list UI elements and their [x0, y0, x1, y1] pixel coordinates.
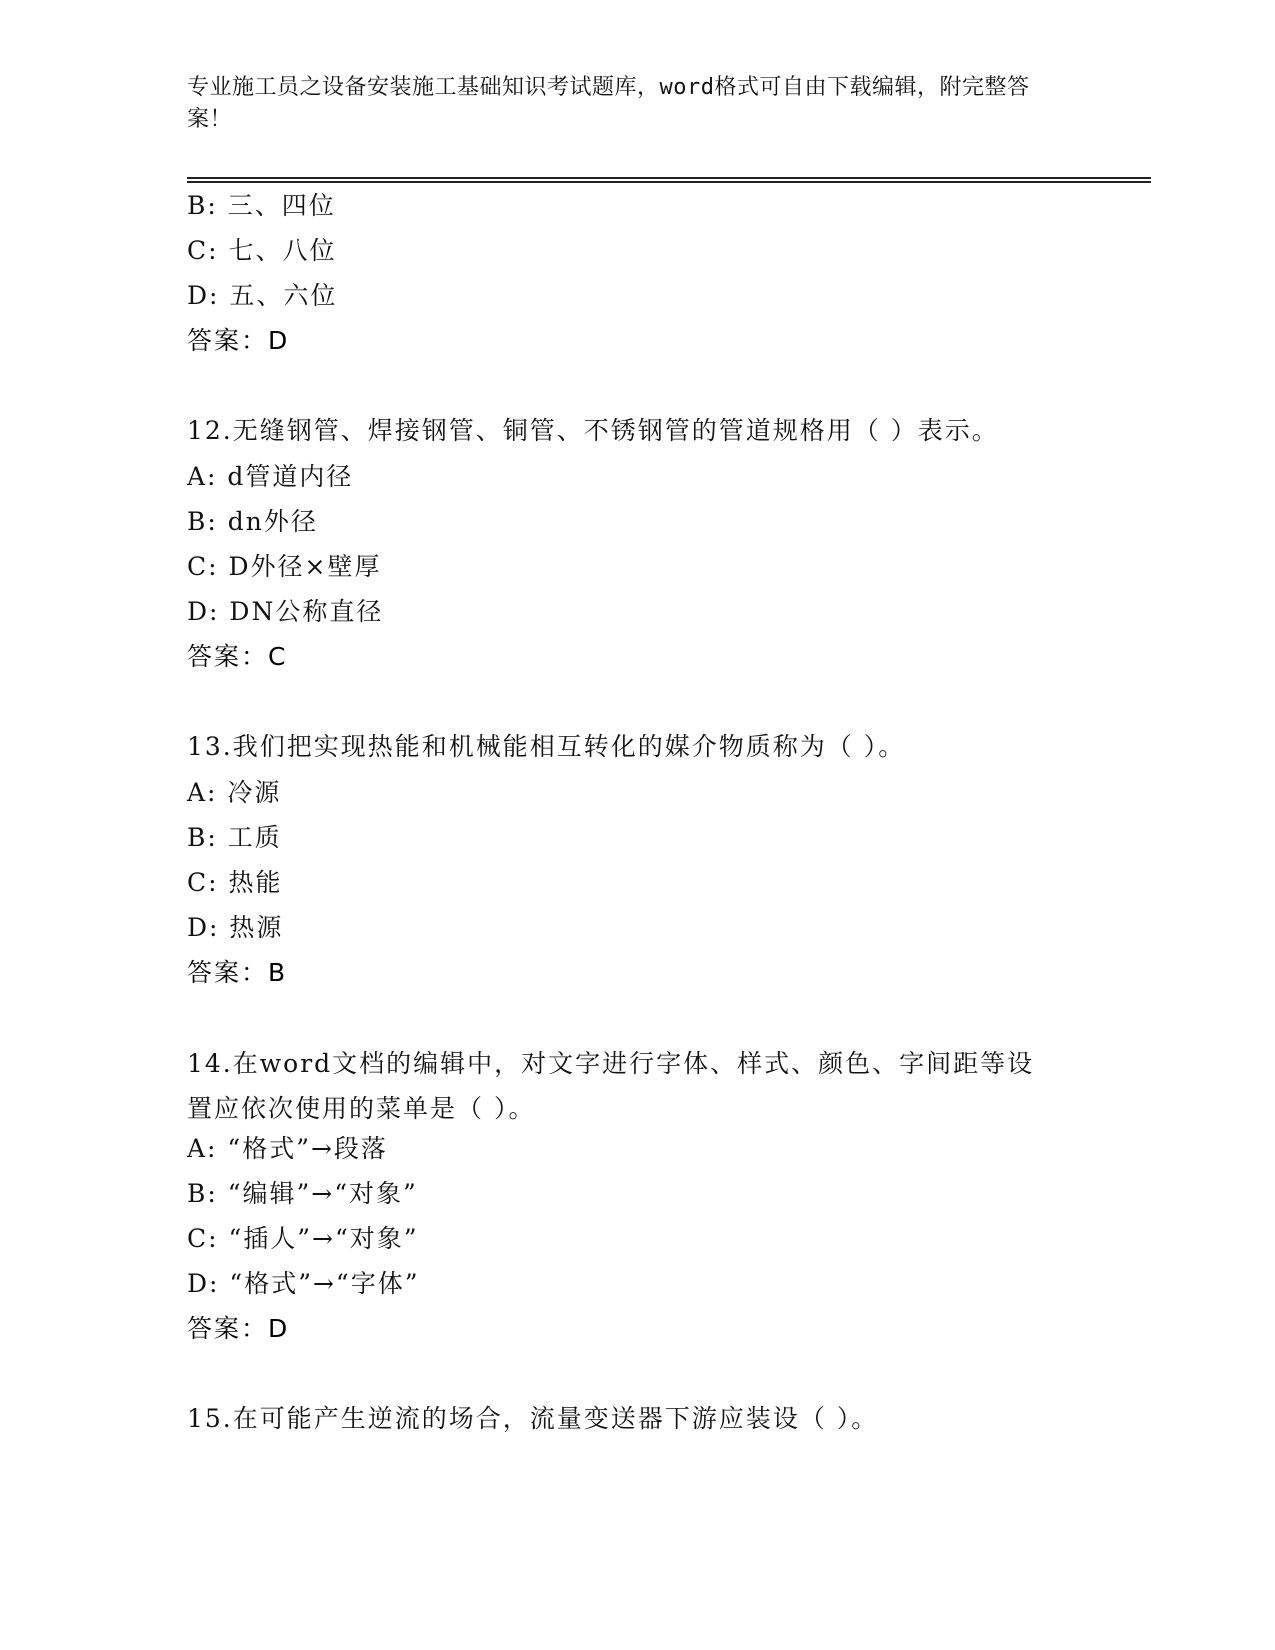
option-d: D: DN公称直径 [187, 597, 384, 626]
option-b: B: dn外径 [187, 507, 318, 536]
answer-line: 答案：D [187, 326, 290, 355]
question-text: 15.在可能产生逆流的场合，流量变送器下游应装设（ ）。 [187, 1404, 879, 1433]
block-gap [187, 371, 1087, 415]
option-c: C: 热能 [187, 868, 283, 897]
block-gap [187, 687, 1087, 731]
question-text: 14.在word文档的编辑中，对文字进行字体、样式、颜色、字间距等设置应依次使用的菜单是（ ）。 [187, 1049, 1035, 1123]
header-double-rule [187, 177, 1151, 183]
answer-line: 答案：D [187, 1314, 290, 1343]
question-block-15 [187, 1403, 1087, 1449]
option-c: C: “插人”→“对象” [187, 1224, 419, 1253]
question-text: 13.我们把实现热能和机械能相互转化的媒介物质称为（ ）。 [187, 732, 906, 761]
document-header: 专业施工员之设备安装施工基础知识考试题库，word格式可自由下载编辑，附完整答案！ [187, 75, 1030, 132]
question-block-14 [187, 1041, 1087, 1359]
option-c: C: D外径×壁厚 [187, 552, 382, 581]
option-a: A: “格式”→段落 [187, 1134, 388, 1163]
answer-line: 答案：B [187, 958, 288, 987]
question-block-11-continued [187, 190, 1087, 371]
option-c: C: 七、八位 [187, 236, 337, 265]
option-d: D: “格式”→“字体” [187, 1269, 420, 1298]
header-rule-line-top [187, 177, 1151, 179]
option-d: D: 五、六位 [187, 281, 338, 310]
option-a: A: d管道内径 [187, 462, 354, 491]
question-block-13 [187, 731, 1087, 1003]
option-b: B: 工质 [187, 823, 282, 852]
answer-line: 答案：C [187, 642, 288, 671]
question-text: 12.无缝钢管、焊接钢管、铜管、不锈钢管的管道规格用（ ）表示。 [187, 416, 999, 445]
option-b: B: 三、四位 [187, 191, 336, 220]
question-list [187, 190, 1087, 1449]
option-d: D: 热源 [187, 913, 284, 942]
question-block-12 [187, 415, 1087, 687]
option-a: A: 冷源 [187, 778, 282, 807]
header-rule-line-bottom [187, 181, 1151, 183]
option-b: B: “编辑”→“对象” [187, 1179, 418, 1208]
block-gap [187, 1359, 1087, 1403]
